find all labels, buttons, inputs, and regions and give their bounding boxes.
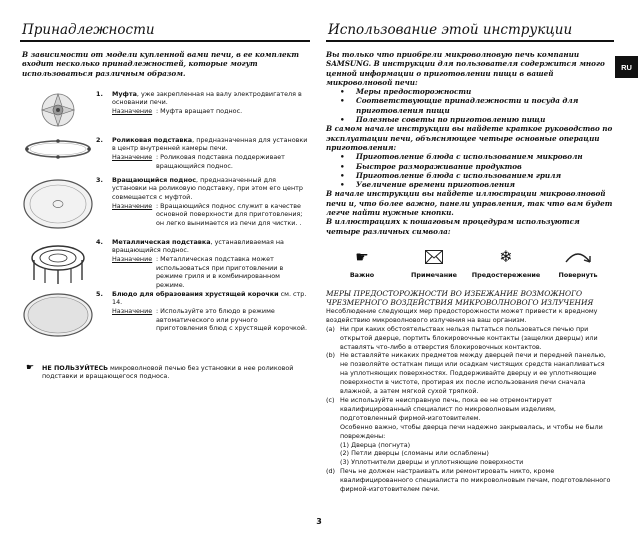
- manual-usage-column: [326, 22, 614, 494]
- title-rule: [326, 40, 614, 42]
- coupler-image: [20, 90, 96, 128]
- precautions-body: Несоблюдение следующих мер предосторожности может привести к вредному воздействию микроволнового излучения на ваш организм. (a) Ни при каких обстоятельствах нельзя пытаться пользоваться печью при открытой дверце, портить блокировочные контакты (защелки дверцы) или вставлять что-либо в отверстия блокировочных контактов. (b) Не вставляйте никаких предметов между дверцей печи и передней панелью, не позволяйте остаткам пищи или осадкам чистящих средств накапливаться на уплотняющих поверхностях. Поддерживайте дверцу и ее уплотняющие поверхности в чистоте, протирая их после использования печи сначала влажной, а затем мягкой сухой тряпкой. (c) Не используйте неисправную печь, пока ее не отремонтирует квалифицированный специалист по микроволновым изделиям, подготовленный фирмой-изготовителем. Особенно важно, чтобы дверца печи надежно закрывалась, и чтобы не были повреждены: (1) Дверца (погнута) (2) Петли дверцы (сломаны или ослаблены) (3) Уплотнители дверцы и уплотняющие поверхности (d) Печь не должен настраивать или ремонтировать никто, кроме квалифицированного специалиста по микроволновым печам, подготовленного фирмой-изготовителем печи.: [326, 306, 611, 494]
- rotate-arrow-icon: [563, 246, 593, 268]
- title-rule: [20, 40, 310, 42]
- bullet-list-contents: • Меры предосторожности • Соответствующие принадлежности и посуда для приготовления пищи • Полезные советы по приготовлению пищи: [340, 87, 614, 124]
- caution-star-icon: ❄: [499, 247, 513, 267]
- hand-pointing-icon: ☛: [355, 247, 369, 266]
- language-tab: RU: [615, 56, 638, 78]
- symbol-note: Примечание: [398, 246, 470, 279]
- usage-warning: ☛ НЕ ПОЛЬЗУЙТЕСЬ микроволновой печью без установки в нее роликовой подставки и вращающегося подноса.: [20, 364, 310, 381]
- roller-ring-image: [20, 136, 96, 160]
- hand-pointing-icon: ☛: [26, 362, 35, 373]
- note-envelope-icon: [425, 246, 443, 268]
- symbol-caution: ❄ Предостережение: [471, 247, 541, 279]
- accessories-title: Принадлежности: [22, 22, 155, 38]
- accessory-item-coupler: 1. Муфта, уже закрепленная на валу электродвигателя в основании печи. Назначение : Муфта вращает поднос.: [20, 90, 310, 136]
- accessory-item-crusty-plate: 5. Блюдо для образования хрустящей корочки см. стр. 14. Назначение : Используйте это блюдо в режиме автоматического или ручного приготовления блюд с хрустящей корочкой.: [20, 290, 310, 346]
- manual-usage-text: Вы только что приобрели микроволновую печь компании SAMSUNG. В инструкции для пользователя содержится много ценной информации о приготовлении пищи в вашей микроволновой печи: • Меры предосторожности • Соответствующие принадлежности и посуда для приготовления пищи • Полезные советы по приготовлению пищи В самом начале инструкции вы найдете краткое руководство по эксплуатации печи, объясняющее четыре основные операции приготовления: • Приготовление блюда с использованием микроволн • Быстрое размораживание продуктов • Приготовление блюда с использованием гриля • Увеличение времени приготовления В начале инструкции вы найдете иллюстрации микроволновой печи и, что более важно, панели управления, так что вам будет легче найти нужные кнопки. В иллюстрациях к пошаговым процедурам используются четыре различных символа:: [326, 50, 614, 236]
- accessories-intro: В зависимости от модели купленной вами печи, в ее комплект входит несколько принадлежностей, которые могут использоваться различным образом.: [22, 50, 300, 78]
- symbol-important: ☛ Важно: [349, 247, 375, 279]
- symbol-legend: [326, 246, 614, 279]
- accessory-item-roller-ring: 2. Роликовая подставка, предназначенная для установки в центр внутренней камеры печи. Назначение : Роликовая подставка поддерживает вращающийся поднос.: [20, 136, 310, 176]
- accessory-item-metal-rack: 4. Металлическая подставка, устанавливаемая на вращающийся поднос. Назначение : Металлическая подставка может использоваться при приготовлении в режиме гриля и в комбинированном режиме.: [20, 238, 310, 290]
- precautions-title: МЕРЫ ПРЕДОСТОРОЖНОСТИ ВО ИЗБЕЖАНИЕ ВОЗМОЖНОГО ЧРЕЗМЕРНОГО ВОЗДЕЙСТВИЯ МИКРОВОЛНОВОГО ИЗЛУЧЕНИЯ: [326, 288, 594, 307]
- accessories-column: [20, 22, 310, 381]
- metal-rack-image: [20, 238, 96, 286]
- accessory-list: [20, 90, 310, 346]
- crusty-plate-image: [20, 290, 96, 338]
- turntable-image: [20, 176, 96, 230]
- symbol-rotate: Повернуть: [542, 246, 614, 279]
- page-number: 3: [316, 517, 322, 526]
- manual-usage-title: Использование этой инструкции: [328, 22, 573, 38]
- bullet-list-operations: • Приготовление блюда с использованием микроволн • Быстрое размораживание продуктов • Приготовление блюда с использованием гриля • Увеличение времени приготовления: [340, 152, 614, 189]
- accessory-item-turntable: 3. Вращающийся поднос, предназначенный для установки на роликовую подставку, при этом его центр совмещается с муфтой. Назначение : Вращающийся поднос служит в качестве основной поверхности для приготовления; он легко вынимается из печи для чистки. .: [20, 176, 310, 238]
